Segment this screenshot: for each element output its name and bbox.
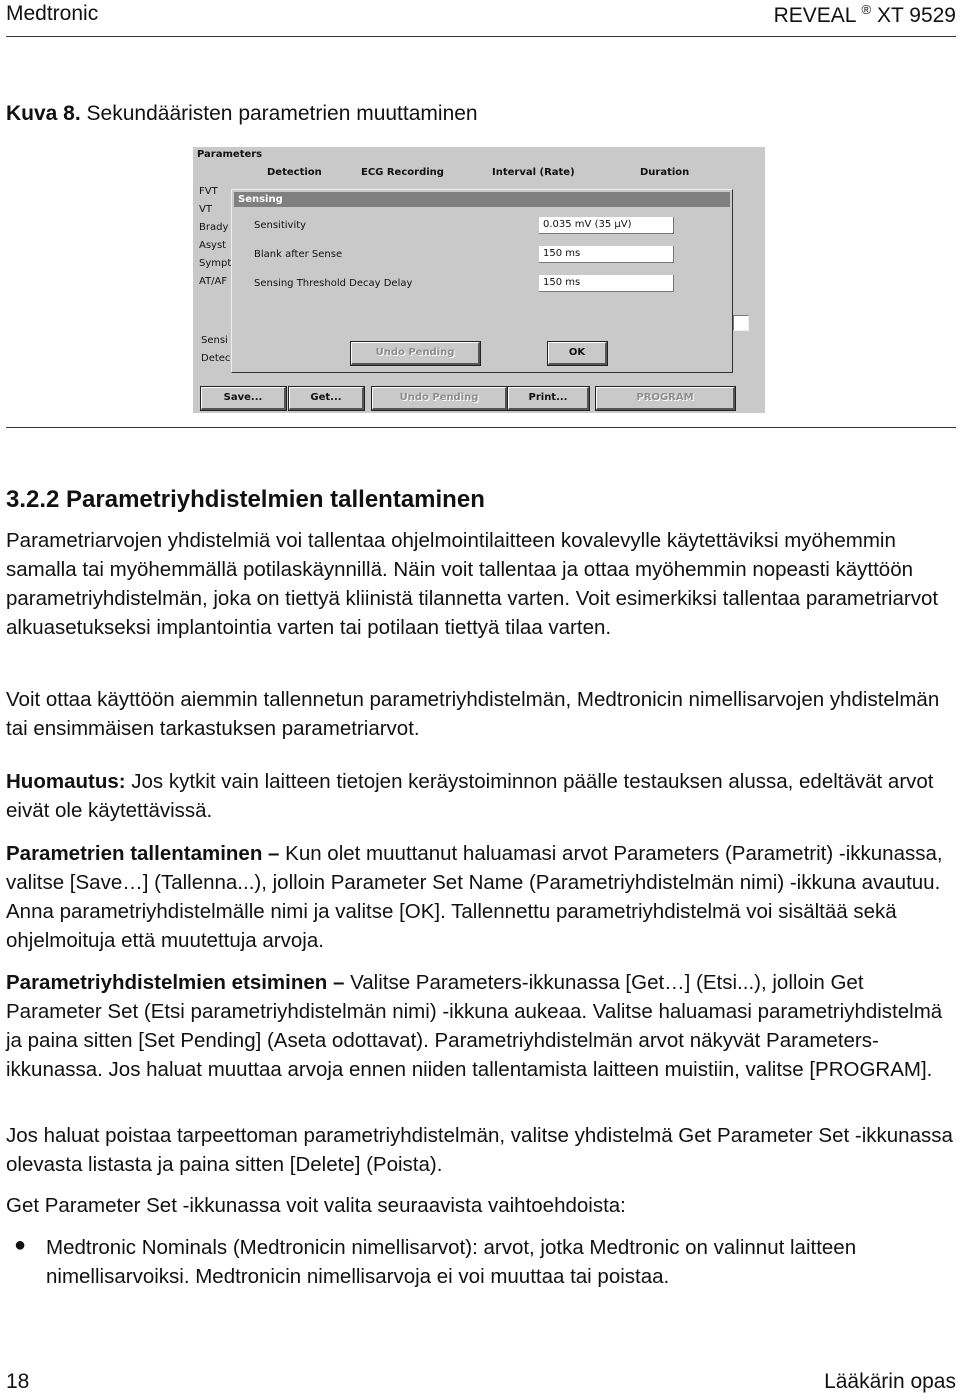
sensitivity-label: Sensitivity: [254, 220, 307, 231]
paragraph-intro: Parametriarvojen yhdistelmiä voi tallentaa ohjelmointilaitteen kovalevylle käytettäviksi myöhemmin samalla tai myöhemmällä potilaskäynnillä. Näin voit tallentaa ja ottaa myöhemmin nopeasti käyttöön parametriyhdistelmän, joka on tiettyä kliinistä tilannetta varten. Voit esimerkiksi tallentaa parametriarvot alkuasetukseksi implantointia varten tai potilaan tiettyä tilaa varten.: [6, 529, 939, 639]
paragraph-note: Huomautus: Jos kytkit vain laitteen tietojen keräystoiminnon päälle testauksen alussa, edeltävät arvot eivät ole käytettävissä.: [6, 770, 934, 822]
parameters-screenshot: [193, 147, 765, 413]
header-rule: [6, 36, 956, 37]
checkbox[interactable]: [733, 315, 749, 331]
bottom-label: Sensi: [201, 335, 228, 346]
save-button[interactable]: Save...: [201, 387, 286, 410]
get-button[interactable]: Get...: [289, 387, 364, 410]
paragraph-retrieving: Parametriyhdistelmien etsiminen – Valitse Parameters-ikkunassa [Get…] (Etsi...), jolloin Get Parameter Set (Etsi parametriyhdistelmän nimi) -ikkuna aukeaa. Valitse haluamasi parametriyhdistelmä ja paina sitten [Set Pending] (Aseta odottavat). Parametriyhdistelmän arvot näkyvät Parameters-ikkunassa. Jos haluat muuttaa arvoja ennen niiden tallentamista laitteen muistiin, valitse [PROGRAM].: [6, 971, 943, 1081]
row-label[interactable]: Sympt: [199, 258, 232, 269]
column-header: Duration: [640, 167, 690, 178]
row-label[interactable]: Brady: [199, 222, 229, 233]
bullet-icon: ●: [14, 1234, 27, 1256]
header-manufacturer: Medtronic: [6, 2, 99, 25]
dialog-undo-pending-button[interactable]: Undo Pending: [351, 342, 480, 365]
bullet-item: Medtronic Nominals (Medtronicin nimellisarvot): arvot, jotka Medtronic on valinnut laitteen nimellisarvoiksi. Medtronicin nimellisarvoja ei voi muuttaa tai poistaa.: [46, 1236, 857, 1288]
column-header: Interval (Rate): [492, 167, 575, 178]
section-heading: 3.2.2 Parametriyhdistelmien tallentaminen: [6, 486, 485, 513]
decay-delay-label: Sensing Threshold Decay Delay: [254, 278, 413, 289]
page-number: 18: [6, 1370, 30, 1393]
row-label[interactable]: Asyst: [199, 240, 227, 251]
blank-after-sense-label: Blank after Sense: [254, 249, 343, 260]
paragraph-choices: Get Parameter Set -ikkunassa voit valita seuraavista vaihtoehdoista:: [6, 1194, 626, 1217]
paragraph-saving: Parametrien tallentaminen – Kun olet muuttanut haluamasi arvot Parameters (Parametrit) -ikkunassa, valitse [Save…] (Tallenna...), jolloin Parameter Set Name (Parametriyhdistelmän nimi) -ikkuna avautuu. Anna parametriyhdistelmälle nimi ja valitse [OK]. Tallennettu parametriyhdistelmä voi sisältää sekä ohjelmoituja että muutettuja arvoja.: [6, 842, 943, 952]
bottom-label: Detec: [201, 353, 231, 364]
dialog-title: Sensing: [234, 192, 730, 207]
row-label[interactable]: VT: [199, 204, 212, 215]
column-header: ECG Recording: [361, 167, 444, 178]
figure-caption: Kuva 8. Sekundääristen parametrien muuttaminen: [6, 102, 478, 125]
figure-rule: [6, 427, 956, 428]
row-label[interactable]: AT/AF: [199, 276, 228, 287]
row-label[interactable]: FVT: [199, 186, 218, 197]
footer-title: Lääkärin opas: [824, 1370, 956, 1393]
program-button[interactable]: PROGRAM: [596, 387, 735, 410]
paragraph-deleting: Jos haluat poistaa tarpeettoman parametriyhdistelmän, valitse yhdistelmä Get Parameter Set -ikkunassa olevasta listasta ja paina sitten [Delete] (Poista).: [6, 1124, 953, 1176]
panel-title: Parameters: [197, 149, 263, 160]
ok-button[interactable]: OK: [548, 342, 607, 365]
paragraph-options: Voit ottaa käyttöön aiemmin tallennetun parametriyhdistelmän, Medtronicin nimellisarvojen yhdistelmän tai ensimmäisen tarkastuksen parametriarvot.: [6, 688, 940, 740]
blank-after-sense-field[interactable]: 150 ms: [539, 246, 674, 263]
sensing-dialog: [231, 189, 733, 373]
sensitivity-field[interactable]: 0.035 mV (35 µV): [539, 217, 674, 234]
column-header: Detection: [267, 167, 322, 178]
header-product: REVEAL ® XT 9529: [773, 2, 956, 27]
print-button[interactable]: Print...: [508, 387, 589, 410]
undo-pending-button[interactable]: Undo Pending: [372, 387, 507, 410]
decay-delay-field[interactable]: 150 ms: [539, 275, 674, 292]
